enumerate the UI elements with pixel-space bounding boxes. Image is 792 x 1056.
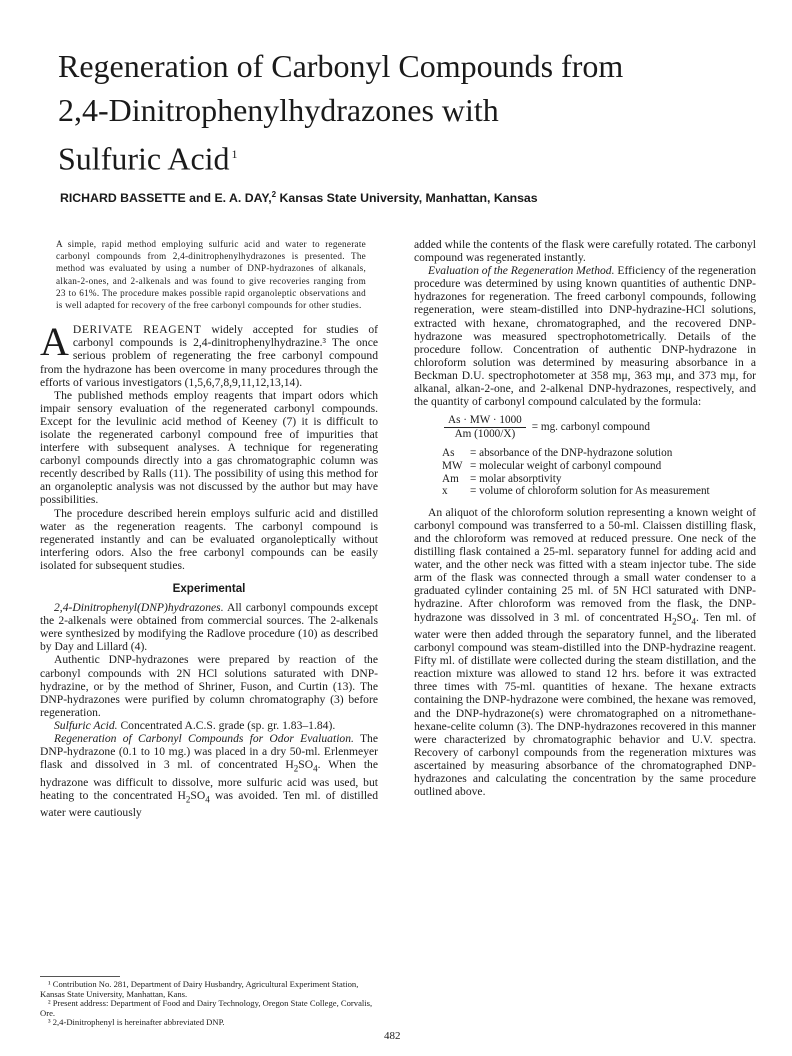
right-p3-b: SO [676, 610, 692, 624]
section-heading-experimental: Experimental [172, 582, 246, 595]
definition-key: x [442, 485, 448, 498]
right-paragraph-3 [414, 506, 756, 798]
definition-key: MW [442, 460, 463, 472]
right-p2-text: Efficiency of the regeneration procedure was determined by using known quantities of authentic DNP-hydrazones for regeneration. The freed carbonyl compounds, following regeneration, were steam-distilled into DNP-hydrazine-HCl solutions, extracted with hexane, chromatographed, and the recovered DNP-hydrazone was measured spectrophotometrically. Details of the procedure follow. Concentration of authentic DNP-hydrazone in chloroform solution was determined by measuring absorbance in a Beckman D.U. spectrophotometer at 358 mμ, 363 mμ, and 373 mμ, for alkanal, alkan-2-one, and 2-alkenal DNP-hydrazones, respectively, and the quantity of carbonyl compound calculated by the formula: [414, 264, 756, 409]
page-number: 482 [384, 1030, 401, 1042]
formula-definitions [442, 447, 756, 497]
definition-value: = molar absorptivity [470, 472, 562, 485]
byline [60, 190, 760, 205]
formula-fraction [444, 414, 526, 441]
right-paragraph-1: added while the contents of the flask were carefully rotated. The carbonyl compound was regenerated instantly. [414, 238, 756, 265]
exp-p3-text: Concentrated A.C.S. grade (sp. gr. 1.83–1.84). [120, 718, 336, 732]
affiliation: Kansas State University, Manhattan, Kansas [279, 191, 538, 206]
exp-paragraph-3 [40, 719, 378, 732]
exp-p4-d: SO [190, 788, 206, 802]
article-title [58, 44, 624, 181]
intro-paragraph-2: The published methods employ reagents that impart odors which impair sensory evaluation of the regenerated carbonyl compounds. Except for the levulinic acid method of Keeney (7) it is difficult to isolate the regenerated carbonyl compound free of impurities that interfere with subsequent analyses. A technique for regenerating carbonyl compounds directly into a gas chromatographic column was recently described by Ralls (11). The possibility of using this method for an organoleptic analysis was not discussed by the author but may have possibilities. [40, 388, 378, 507]
right-p2-italic: Evaluation of the Regeneration Method. [428, 264, 615, 278]
formula-result: = mg. carbonyl compound [531, 421, 650, 434]
definition-row [442, 460, 756, 473]
definition-row [442, 485, 756, 498]
formula-numerator: As · MW · 1000 [444, 414, 526, 428]
title-line-3-text: Sulfuric Acid [58, 140, 230, 177]
exp-paragraph-4 [40, 732, 378, 819]
right-p3-a: An aliquot of the chloroform solution representing a known weight of carbonyl compound was transferred to a 50-ml. Claissen distilling flask, and the chloroform was removed at reduced pressure. One neck of the distilling flask contained a 25-ml. separatory funnel for adding acid and water, and the other neck was fitted with a steam injector tube. The side arm of the flask was connected through a small water condenser to a graduated cylinder containing 25 ml. of 5N HCl saturated with DNP-hydrazine. After chloroform was removed from the flask, the DNP-hydrazone was dissolved in 3 ml. of concentrated H [414, 505, 756, 624]
formula-denominator: Am (1000/X) [454, 428, 516, 441]
intro-smallcaps: DERIVATE REAGENT [72, 323, 202, 337]
author-2: E. A. DAY, [214, 191, 272, 206]
footnote-1: ¹ Contribution No. 281, Department of Dairy Husbandry, Agricultural Experiment Station, Kansas State University, Manhattan, Kans. [40, 979, 359, 999]
right-paragraph-2 [414, 264, 756, 408]
subscript: 4 [313, 763, 318, 774]
exp-p4-a: The DNP-hydrazone (0.1 to 10 mg.) was placed in a dry 50-ml. Erlenmeyer flask and dissolved in 3 ml. of concentrated H [40, 732, 378, 772]
subscript: 2 [293, 763, 299, 774]
exp-p4-c: . When the hydrazone was difficult to dissolve, more sulfuric acid was used, but heating to the concentrated H [40, 758, 378, 802]
footnote-rule [40, 976, 120, 977]
exp-p4-e: was avoided. Ten ml. of distilled water were cautiously [40, 788, 378, 820]
exp-paragraph-1 [40, 601, 378, 653]
subscript: 4 [691, 615, 696, 626]
exp-p4-italic: Regeneration of Carbonyl Compounds for Odor Evaluation. [54, 732, 354, 746]
subscript: 2 [672, 615, 677, 626]
title-line-1: Regeneration of Carbonyl Compounds from [58, 48, 624, 84]
intro-p1-text: widely accepted for studies of carbonyl compounds is 2,4-dinitrophenylhydrazine.³ The once serious problem of regenerating the free carbonyl compound from the hydrazone has been overcome in many procedures through the efforts of various investigators (1,5,6,7,8,9,11,12,13,14). [40, 323, 378, 389]
right-p3-c: . Ten ml. of water were then added through the separatory funnel, and the liberated carbonyl compound was steam-distilled into the DNP-hydrazine reagent. Fifty ml. of distillate were collected during the steam distillation, and the reaction mixture was allowed to stand 12 hrs. before it was extracted three times with 75-ml. quantities of hexane. The hexane extracts containing the DNP-hydrazone were combined, the hexane was removed, and the DNP-hydrazone(s) were chromatographed on a nitromethane-hexane-celite column (3). The DNP-hydrazones recovered in this manner were characterized by chromatographic behavior and U.V. spectra. Recovery of carbonyl compounds from the regeneration mixtures was ascertained by measuring absorbance of the chromatographed DNP-hydrazones and calculating the concentration by the same procedure outlined above. [414, 610, 756, 799]
formula [444, 414, 756, 441]
intro-paragraph-3: The procedure described herein employs sulfuric acid and distilled water as the regeneration reagents. The carbonyl compound is regenerated instantly and can be evaluated organoleptically without interfering odors. Also the free carbonyl compounds can be easily isolated for subsequent studies. [40, 506, 378, 572]
dropcap: A [40, 319, 69, 365]
definition-key: As [442, 447, 455, 460]
byline-and: and [189, 191, 212, 206]
definition-row [442, 447, 756, 460]
exp-p1-italic: 2,4-Dinitrophenyl(DNP)hydrazones. [54, 601, 224, 615]
title-line-3 [58, 132, 618, 181]
definition-row [442, 473, 756, 486]
definition-value: = volume of chloroform solution for As measurement [470, 485, 710, 498]
exp-p1-text: All carbonyl compounds except the 2-alkenals were obtained from commercial sources. The 2-alkenals were synthesized by modifying the Radlove procedure (10) as described by Day and Lillard (4). [40, 601, 379, 654]
subscript: 2 [185, 794, 191, 805]
subscript: 4 [205, 794, 210, 805]
abstract: A simple, rapid method employing sulfuric acid and water to regenerate carbonyl compounds from 2,4-dinitrophenylhydrazones is presented. The method was evaluated by using a number of DNP-hydrazones of alkanals, alkan-2-ones, and 2-alkenals and was found to give recoveries ranging from 23 to 61%. The procedure makes possible rapid organoleptic observations and is well adapted for recovery of the free carbonyl compounds for other studies. [56, 239, 366, 311]
exp-paragraph-2: Authentic DNP-hydrazones were prepared by reaction of the carbonyl compounds with 2N HCl solutions saturated with DNP-hydrazine, or by the method of Shriner, Fuson, and Curtin (13). The DNP-hydrazones were purified by column chromatography (3) before regeneration. [40, 653, 378, 719]
author-1: RICHARD BASSETTE [60, 191, 186, 206]
footnote-3: ³ 2,4-Dinitrophenyl is hereinafter abbreviated DNP. [48, 1017, 225, 1028]
definition-value: = molecular weight of carbonyl compound [470, 460, 662, 472]
left-column [40, 238, 378, 819]
exp-p4-b: SO [298, 758, 314, 772]
title-line-2: 2,4-Dinitrophenylhydrazones with [58, 92, 499, 128]
exp-p3-italic: Sulfuric Acid. [54, 718, 118, 732]
definition-value: = absorbance of the DNP-hydrazone solution [470, 447, 673, 460]
definition-key: Am [442, 472, 459, 485]
footnote-2: ² Present address: Department of Food and Dairy Technology, Oregon State College, Corvalis, Ore. [40, 998, 373, 1018]
author-2-mark: 2 [271, 190, 277, 199]
title-footnote-mark: 1 [231, 147, 238, 161]
intro-paragraph-1 [40, 319, 378, 389]
right-column [414, 238, 756, 798]
footnotes [40, 976, 378, 1028]
